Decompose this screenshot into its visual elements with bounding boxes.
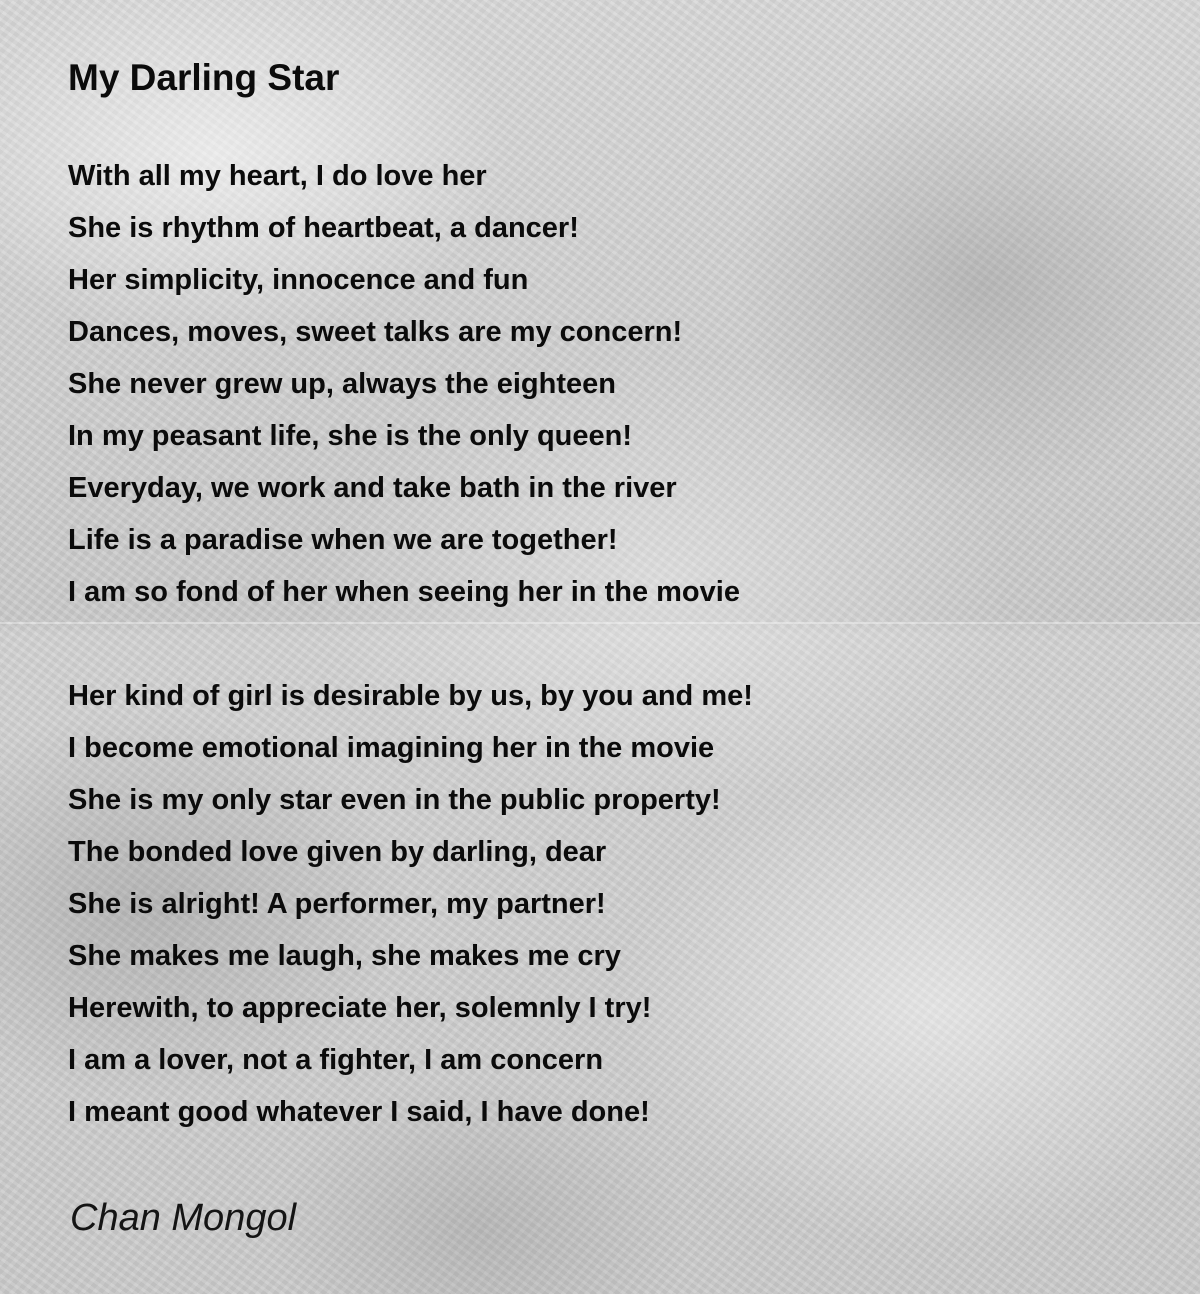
poem-line: She is alright! A performer, my partner! (68, 888, 606, 920)
poem-line: With all my heart, I do love her (68, 160, 487, 192)
poem-line: Herewith, to appreciate her, solemnly I try! (68, 992, 652, 1024)
poem-line: In my peasant life, she is the only queen! (68, 420, 633, 452)
poem-line: I meant good whatever I said, I have done! (68, 1096, 650, 1128)
poem-line: She is my only star even in the public property! (68, 784, 721, 816)
poem-line: The bonded love given by darling, dear (68, 836, 607, 868)
poem-line: Her kind of girl is desirable by us, by you and me! (68, 680, 753, 712)
poem-line: Everyday, we work and take bath in the river (68, 472, 677, 504)
background-seam (0, 622, 1200, 624)
poem-line: Life is a paradise when we are together! (68, 524, 618, 556)
poem-line: She is rhythm of heartbeat, a dancer! (68, 212, 579, 244)
stanza-1 (68, 150, 740, 618)
poem-line: I am so fond of her when seeing her in the movie (68, 576, 740, 608)
poem-line: I am a lover, not a fighter, I am concern (68, 1044, 604, 1076)
poem-line: Her simplicity, innocence and fun (68, 264, 529, 296)
poem-line: I become emotional imagining her in the movie (68, 732, 715, 764)
poem-line: She makes me laugh, she makes me cry (68, 940, 621, 972)
poem-line: Dances, moves, sweet talks are my concern! (68, 316, 683, 348)
stanza-2 (68, 670, 753, 1138)
poem-line: She never grew up, always the eighteen (68, 368, 616, 400)
poem-title: My Darling Star (68, 57, 340, 98)
poem-author: Chan Mongol (70, 1197, 297, 1239)
